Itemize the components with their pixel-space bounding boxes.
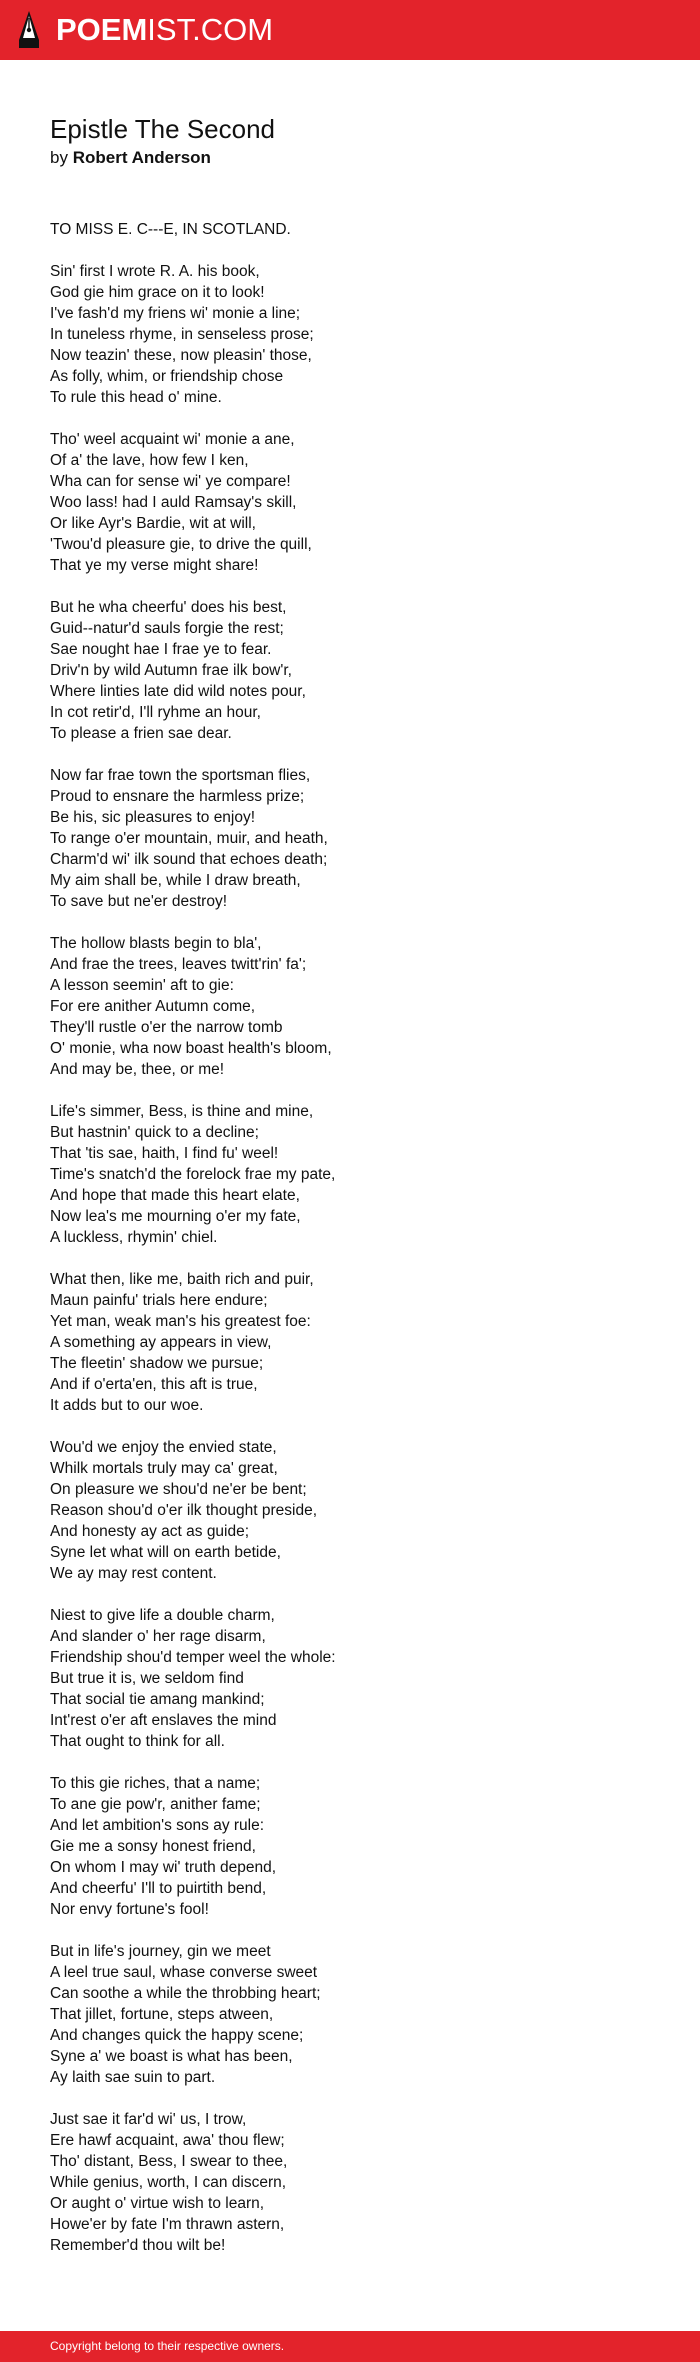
poem-line: Wou'd we enjoy the envied state, (50, 1439, 277, 1456)
poem-line: Now teazin' these, now pleasin' those, (50, 347, 312, 364)
pen-nib-icon (16, 10, 42, 50)
poem-line: Where linties late did wild notes pour, (50, 683, 306, 700)
poem-line: Maun painfu' trials here endure; (50, 1292, 268, 1309)
poem-line: Time's snatch'd the forelock frae my pate, (50, 1166, 336, 1183)
poem-line: Niest to give life a double charm, (50, 1607, 275, 1624)
poem-line: O' monie, wha now boast health's bloom, (50, 1040, 332, 1057)
poem-line: Woo lass! had I auld Ramsay's skill, (50, 494, 297, 511)
poem-line: Or aught o' virtue wish to learn, (50, 2195, 265, 2212)
poem-line: A lesson seemin' aft to gie: (50, 977, 234, 994)
poem-line: As folly, whim, or friendship chose (50, 368, 284, 385)
poem-line: I've fash'd my friens wi' monie a line; (50, 305, 301, 322)
poem-line: Gie me a sonsy honest friend, (50, 1838, 256, 1855)
poem-line: And if o'erta'en, this aft is true, (50, 1376, 258, 1393)
poem-title: Epistle The Second (50, 114, 275, 144)
poem-line: Syne let what will on earth betide, (50, 1544, 281, 1561)
logo-wordmark (56, 12, 273, 48)
poem-line: The hollow blasts begin to bla', (50, 935, 262, 952)
copyright-text: Copyright belong to their respective owners. (50, 2339, 285, 2353)
poem-stanza (50, 261, 670, 408)
site-logo[interactable] (16, 10, 273, 50)
poem-line: That ye my verse might share! (50, 557, 259, 574)
poem-line: To ane gie pow'r, anither fame; (50, 1796, 261, 1813)
poem-stanza (50, 597, 670, 744)
poem-line: Wha can for sense wi' ye compare! (50, 473, 291, 490)
poem-line: Tho' weel acquaint wi' monie a ane, (50, 431, 295, 448)
poem-stanza (50, 1269, 670, 1416)
poem-line: And slander o' her rage disarm, (50, 1628, 266, 1645)
poem-line: And changes quick the happy scene; (50, 2027, 304, 2044)
poem-line: Proud to ensnare the harmless prize; (50, 788, 305, 805)
poem-line: Remember'd thou wilt be! (50, 2237, 226, 2254)
poem-line: Whilk mortals truly may ca' great, (50, 1460, 278, 1477)
poem-dedication: TO MISS E. C---E, IN SCOTLAND. (50, 221, 291, 238)
poem-line: And let ambition's sons ay rule: (50, 1817, 265, 1834)
poem-line: To save but ne'er destroy! (50, 893, 228, 910)
poem-line: Howe'er by fate I'm thrawn astern, (50, 2216, 285, 2233)
poem-line: Int'rest o'er aft enslaves the mind (50, 1712, 277, 1729)
poem-stanza (50, 1941, 670, 2088)
poem-line: That ought to think for all. (50, 1733, 225, 1750)
poem-line: But he wha cheerfu' does his best, (50, 599, 287, 616)
poem-line: 'Twou'd pleasure gie, to drive the quill, (50, 536, 312, 553)
poem-line: And honesty ay act as guide; (50, 1523, 250, 1540)
poem-line: What then, like me, baith rich and puir, (50, 1271, 314, 1288)
poem-line: Charm'd wi' ilk sound that echoes death; (50, 851, 328, 868)
poem-line: Yet man, weak man's his greatest foe: (50, 1313, 311, 1330)
poem-line: Nor envy fortune's fool! (50, 1901, 209, 1918)
poem-line: To range o'er mountain, muir, and heath, (50, 830, 328, 847)
poem-line: To rule this head o' mine. (50, 389, 222, 406)
poem-line: Ay laith sae suin to part. (50, 2069, 216, 2086)
poem-line: Friendship shou'd temper weel the whole: (50, 1649, 336, 1666)
poem-line: Now lea's me mourning o'er my fate, (50, 1208, 301, 1225)
author-link[interactable]: Robert Anderson (72, 148, 211, 167)
poem-line: That 'tis sae, haith, I find fu' weel! (50, 1145, 279, 1162)
poem-stanza (50, 765, 670, 912)
poem-line: We ay may rest content. (50, 1565, 217, 1582)
top-header-bar (0, 0, 700, 60)
poem-line: To this gie riches, that a name; (50, 1775, 261, 1792)
by-label: by (50, 148, 68, 167)
poem-stanza (50, 429, 670, 576)
poem-line: Can soothe a while the throbbing heart; (50, 1985, 321, 2002)
poem-line: Now far frae town the sportsman flies, (50, 767, 311, 784)
poem-line: A leel true saul, whase converse sweet (50, 1964, 318, 1981)
poem-line: Syne a' we boast is what has been, (50, 2048, 293, 2065)
poem-line: The fleetin' shadow we pursue; (50, 1355, 264, 1372)
poem-stanza (50, 2109, 670, 2256)
poem-stanza (50, 933, 670, 1080)
poem-stanza (50, 1773, 670, 1920)
poem-line: To please a frien sae dear. (50, 725, 232, 742)
poem-line: A luckless, rhymin' chiel. (50, 1229, 218, 1246)
poem-line: Guid--natur'd sauls forgie the rest; (50, 620, 284, 637)
poem-line: My aim shall be, while I draw breath, (50, 872, 301, 889)
poem-line: Sin' first I wrote R. A. his book, (50, 263, 260, 280)
poem-line: In tuneless rhyme, in senseless prose; (50, 326, 314, 343)
poem-line: A something ay appears in view, (50, 1334, 272, 1351)
poem-line: Tho' distant, Bess, I swear to thee, (50, 2153, 288, 2170)
poem-line: But true it is, we seldom find (50, 1670, 244, 1687)
poem-line: God gie him grace on it to look! (50, 284, 265, 301)
poem-line: On whom I may wi' truth depend, (50, 1859, 277, 1876)
poem-line: Ere hawf acquaint, awa' thou flew; (50, 2132, 285, 2149)
poem-line: They'll rustle o'er the narrow tomb (50, 1019, 283, 1036)
poem-stanza (50, 1437, 670, 1584)
poem-line: But hastnin' quick to a decline; (50, 1124, 259, 1141)
poem-line: Just sae it far'd wi' us, I trow, (50, 2111, 247, 2128)
poem-line: Life's simmer, Bess, is thine and mine, (50, 1103, 314, 1120)
poem-line: And may be, thee, or me! (50, 1061, 225, 1078)
poem-line: Or like Ayr's Bardie, wit at will, (50, 515, 256, 532)
footer-bar (0, 2331, 700, 2362)
poem-stanza (50, 1101, 670, 1248)
poem-line: That jillet, fortune, steps atween, (50, 2006, 274, 2023)
poem-line: While genius, worth, I can discern, (50, 2174, 287, 2191)
poem-line: Driv'n by wild Autumn frae ilk bow'r, (50, 662, 292, 679)
poem-line: Reason shou'd o'er ilk thought preside, (50, 1502, 318, 1519)
poem-line: Be his, sic pleasures to enjoy! (50, 809, 256, 826)
poem-line: Sae nought hae I frae ye to fear. (50, 641, 272, 658)
poem-line: That social tie amang mankind; (50, 1691, 265, 1708)
poem-line: It adds but to our woe. (50, 1397, 204, 1414)
poem-line: But in life's journey, gin we meet (50, 1943, 271, 1960)
poem-line: And cheerfu' I'll to puirtith bend, (50, 1880, 267, 1897)
poem-line: And hope that made this heart elate, (50, 1187, 300, 1204)
poem-line: In cot retir'd, I'll ryhme an hour, (50, 704, 261, 721)
poem-line: Of a' the lave, how few I ken, (50, 452, 249, 469)
poem-stanza (50, 1605, 670, 1752)
byline (50, 148, 211, 168)
poem-line: On pleasure we shou'd ne'er be bent; (50, 1481, 307, 1498)
poem-body (50, 219, 670, 2256)
poem-line: And frae the trees, leaves twitt'rin' fa'; (50, 956, 307, 973)
logo-text-light: IST.COM (147, 12, 274, 47)
poem-line: For ere anither Autumn come, (50, 998, 256, 1015)
logo-text-bold: POEM (56, 12, 148, 47)
